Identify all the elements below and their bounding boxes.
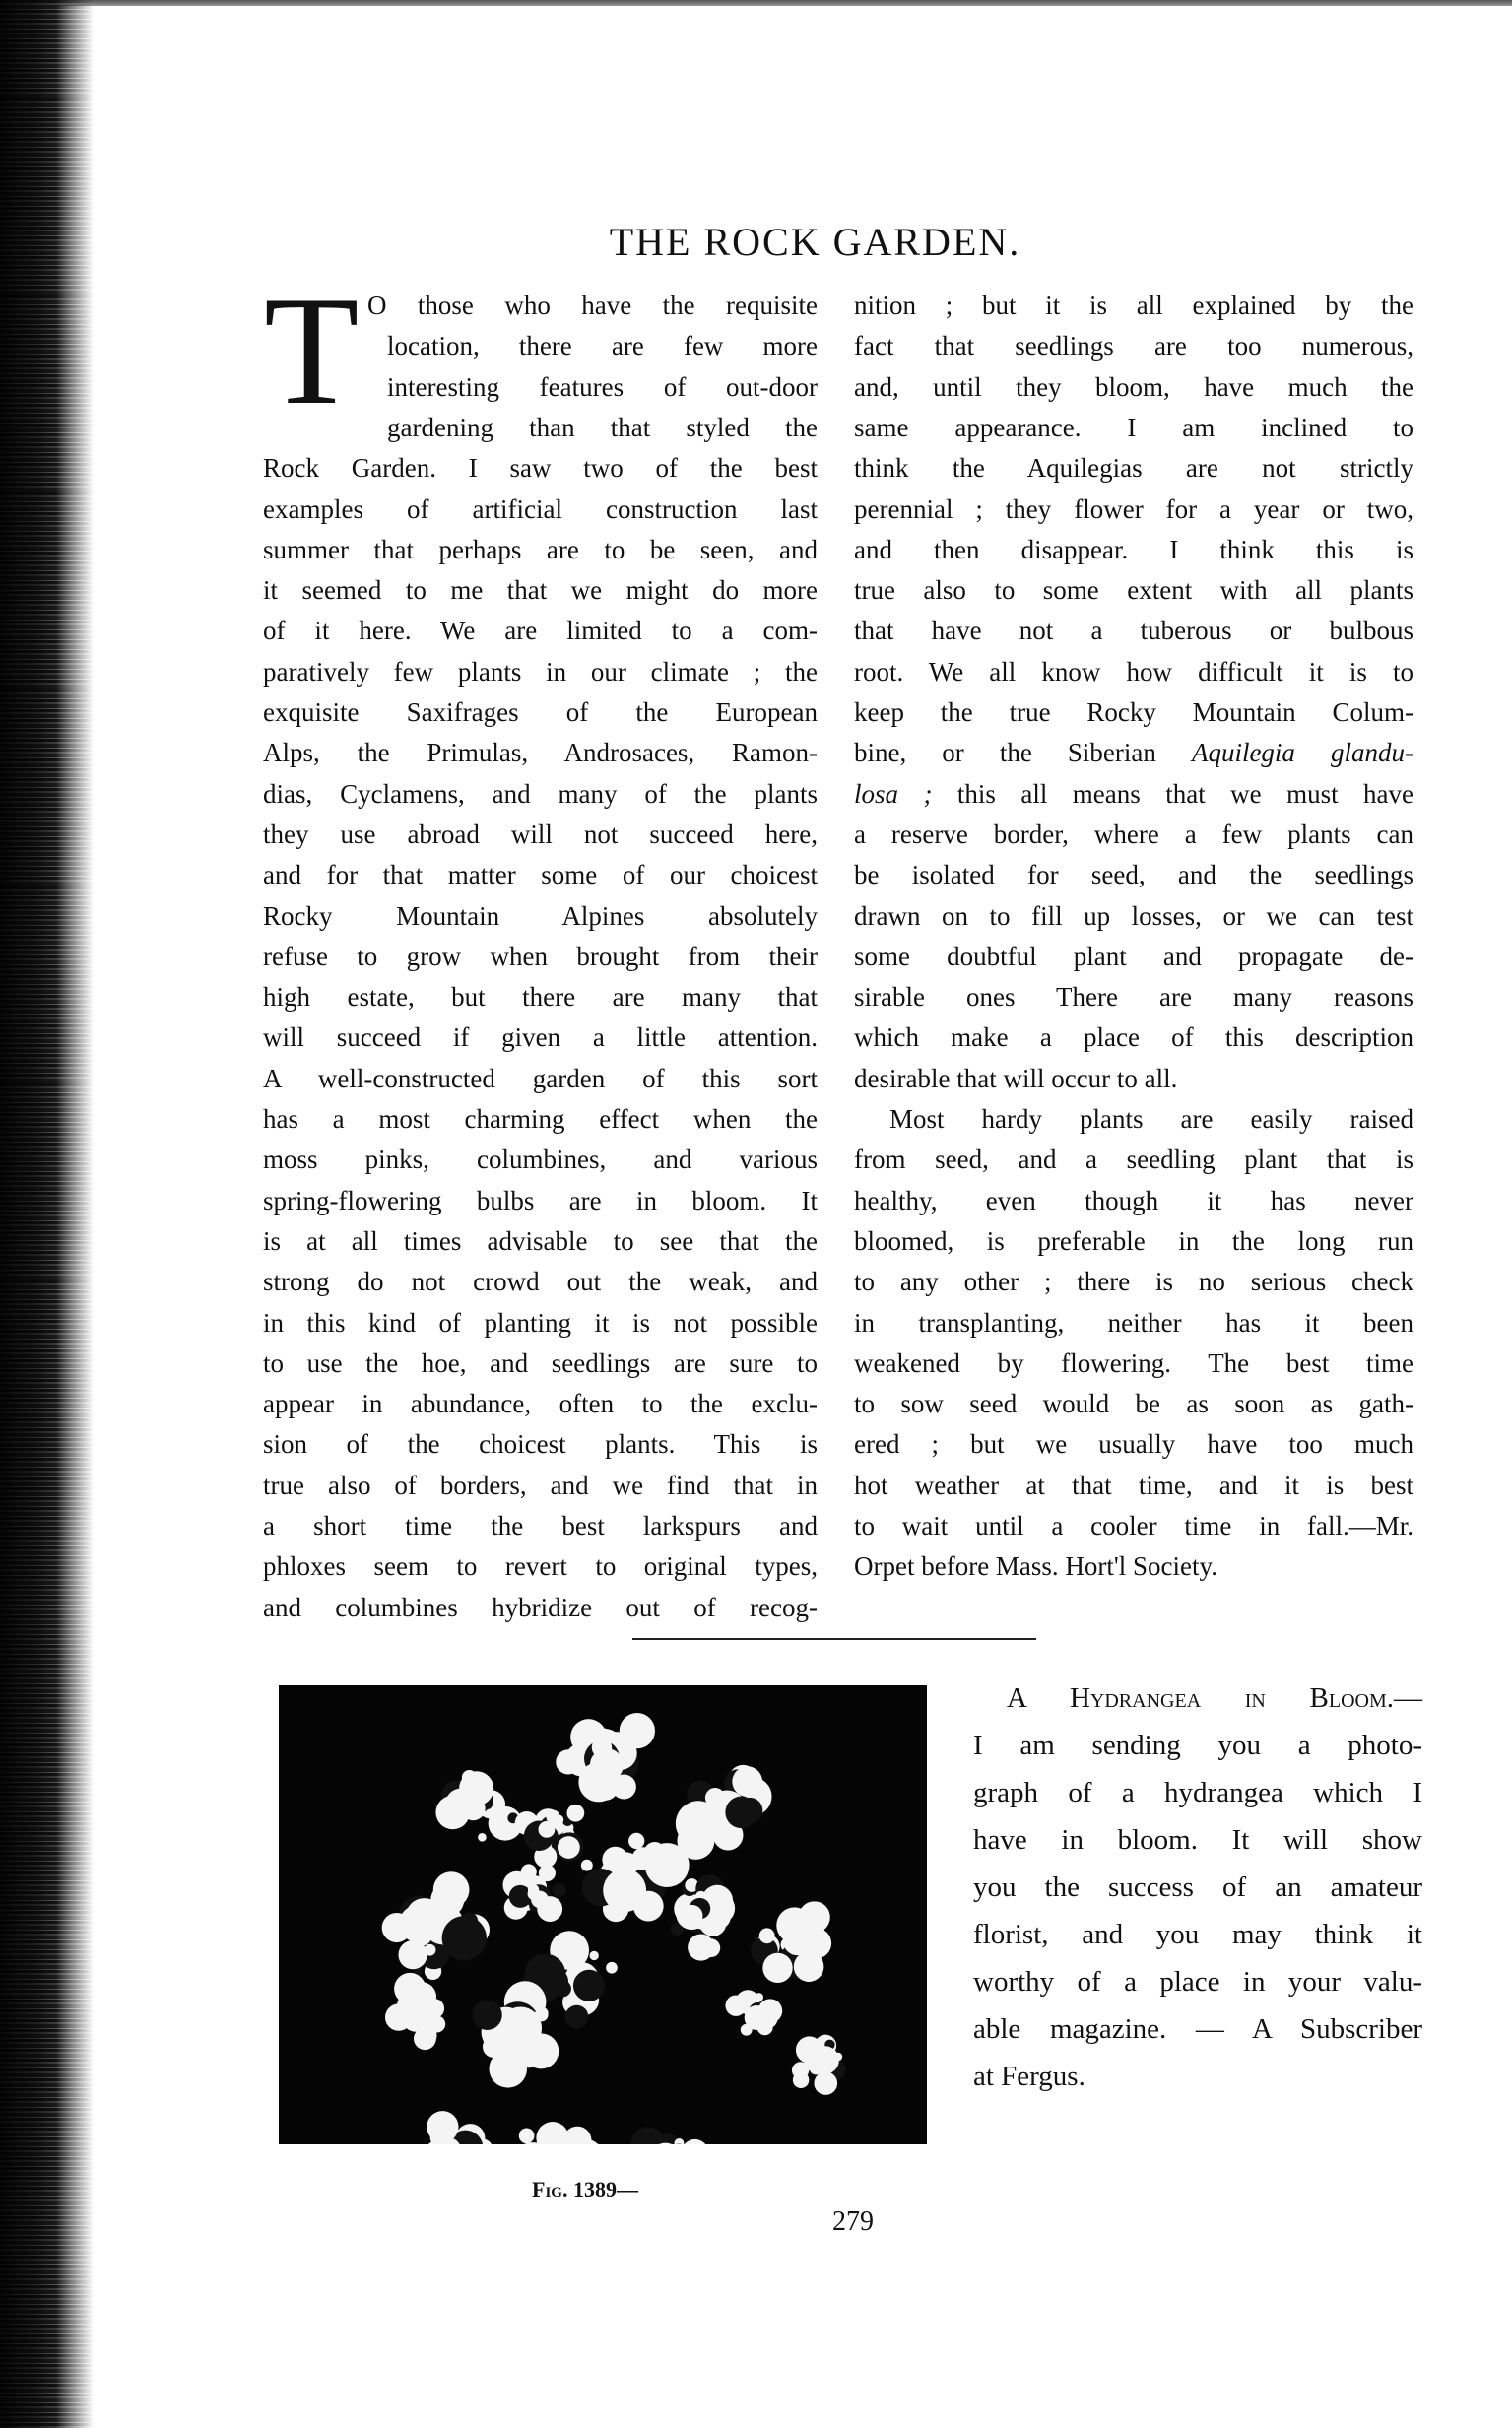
text-segment: sion of the choicest plants. This is — [263, 1429, 818, 1460]
text-segment: is at all times advisable to see that the — [263, 1225, 818, 1256]
text-segment: in this kind of planting it is not possible — [263, 1307, 818, 1338]
text-line — [854, 896, 1413, 937]
text-segment: a reserve border, where a few plants can — [854, 819, 1413, 849]
text-segment: hot weather at that time, and it is best — [854, 1470, 1413, 1500]
text-line — [263, 815, 818, 855]
hydrangea-heading — [973, 1674, 1422, 1722]
text-segment: high estate, but there are many that — [263, 982, 818, 1013]
text-segment: healthy, even though it has never — [854, 1185, 1413, 1215]
text-line — [889, 1099, 1413, 1140]
flower-head — [385, 1973, 445, 2050]
text-segment: root. We all know how difficult it is to — [854, 656, 1413, 687]
text-segment: and then disappear. I think this is — [854, 534, 1413, 564]
text-line — [263, 1384, 818, 1424]
text-segment: bine, or the Siberian — [854, 738, 1192, 768]
text-line — [854, 1221, 1413, 1262]
text-segment: Most hardy plants are easily raised — [889, 1104, 1413, 1134]
text-line — [854, 570, 1413, 611]
text-segment: true also to some extent with all plants — [854, 575, 1413, 606]
note-line: able magazine. — A Subscriber — [973, 2013, 1422, 2045]
text-segment: phloxes seem to revert to original types, — [263, 1551, 818, 1582]
text-segment: examples of artificial construction last — [263, 493, 818, 524]
text-segment: sirable ones There are many reasons — [854, 982, 1413, 1013]
flower-head — [435, 1770, 522, 1842]
note-line: I am sending you a photo- — [973, 1730, 1422, 1761]
text-line — [854, 815, 1413, 855]
text-line — [263, 937, 818, 977]
text-segment: exquisite Saxifrages of the European — [263, 697, 818, 727]
text-line — [263, 1424, 818, 1465]
text-segment: Alps, the Primulas, Androsaces, Ramon- — [263, 738, 818, 768]
italic-text: losa ; — [854, 778, 933, 809]
text-line — [854, 490, 1413, 530]
text-line — [854, 1017, 1413, 1058]
scan-binding-edge — [0, 0, 94, 2428]
note-line: at Fergus. — [973, 2061, 1085, 2092]
text-line — [263, 774, 818, 815]
text-segment: this all means that we must have — [932, 778, 1414, 809]
text-line — [854, 1424, 1413, 1465]
text-segment: bloomed, is preferable in the long run — [854, 1225, 1413, 1256]
text-segment: some doubtful plant and propagate de- — [854, 941, 1413, 971]
text-line — [263, 1140, 818, 1180]
text-line — [263, 611, 818, 651]
text-segment: it seemed to me that we might do more — [263, 575, 818, 606]
text-line — [263, 1017, 818, 1058]
text-segment: desirable that will occur to all. — [854, 1063, 1178, 1093]
text-line — [854, 1181, 1413, 1221]
text-segment: Orpet before Mass. Hort'l Society. — [854, 1551, 1218, 1582]
text-segment: gardening than that styled the — [387, 412, 818, 442]
text-segment: strong do not crowd out the weak, and — [263, 1267, 818, 1297]
text-line — [263, 1506, 818, 1546]
text-segment: A well-constructed garden of this sort — [263, 1063, 818, 1093]
text-line — [263, 977, 818, 1017]
text-segment: drawn on to fill up losses, or we can test — [854, 900, 1413, 931]
text-line — [854, 326, 1413, 366]
text-line — [263, 1588, 818, 1628]
text-line — [263, 733, 818, 773]
text-line — [854, 1059, 1413, 1099]
text-line — [854, 611, 1413, 651]
text-segment: and for that matter some of our choicest — [263, 860, 818, 890]
text-segment: Rock Garden. I saw two of the best — [263, 453, 818, 484]
text-segment: fact that seedlings are too numerous, — [854, 331, 1413, 361]
text-segment: has a most charming effect when the — [263, 1104, 818, 1134]
text-line — [367, 286, 818, 326]
note-line: have in bloom. It will show — [973, 1824, 1422, 1856]
flower-head — [509, 2122, 612, 2144]
text-line — [854, 937, 1413, 977]
drop-cap: T — [264, 265, 360, 437]
text-line — [263, 530, 818, 570]
text-segment: nition ; but it is all explained by the — [854, 291, 1413, 320]
text-segment: spring-flowering bulbs are in bloom. It — [263, 1185, 818, 1215]
text-segment: Rocky Mountain Alpines absolutely — [263, 900, 818, 931]
text-segment: appear in abundance, often to the exclu- — [263, 1389, 818, 1419]
flower-head — [515, 1805, 585, 1869]
text-line — [854, 1506, 1413, 1546]
text-line — [263, 1181, 818, 1221]
text-segment: location, there are few more — [387, 331, 818, 361]
text-line — [387, 408, 818, 448]
text-segment: refuse to grow when brought from their — [263, 941, 818, 971]
text-line — [854, 1384, 1413, 1424]
text-segment: and columbines hybridize out of recog- — [263, 1592, 818, 1622]
text-line — [263, 896, 818, 937]
text-line — [854, 1140, 1413, 1180]
text-line — [263, 570, 818, 611]
text-segment: in transplanting, neither has it been — [854, 1307, 1413, 1338]
article-title: THE ROCK GARDEN. — [609, 220, 1021, 264]
text-line — [263, 1466, 818, 1506]
text-segment: they use abroad will not succeed here, — [263, 819, 818, 849]
text-line — [854, 692, 1413, 733]
text-segment: perennial ; they flower for a year or two, — [854, 493, 1413, 524]
text-line — [854, 774, 1413, 815]
text-line — [854, 1344, 1413, 1384]
page-number: 279 — [832, 2206, 874, 2237]
note-line: graph of a hydrangea which I — [973, 1777, 1422, 1808]
flower-head — [671, 1874, 735, 1960]
text-segment: of it here. We are limited to a com- — [263, 616, 818, 646]
text-line — [854, 1262, 1413, 1302]
text-segment: weakened by flowering. The best time — [854, 1347, 1413, 1378]
text-line — [854, 652, 1413, 692]
text-segment: paratively few plants in our climate ; the — [263, 656, 818, 687]
hydrangea-photo — [279, 1685, 927, 2144]
text-line — [854, 530, 1413, 570]
text-segment: true also of borders, and we find that in — [263, 1470, 818, 1500]
text-line — [263, 448, 818, 489]
flower-head — [751, 1901, 831, 1983]
italic-text: Aquilegia glandu- — [1191, 738, 1413, 768]
text-segment: from seed, and a seedling plant that is — [854, 1145, 1413, 1175]
text-line — [263, 1546, 818, 1587]
flower-head — [424, 2111, 493, 2144]
text-line — [854, 367, 1413, 408]
text-line — [263, 1221, 818, 1262]
text-segment: that have not a tuberous or bulbous — [854, 616, 1413, 646]
text-segment: to use the hoe, and seedlings are sure to — [263, 1347, 818, 1378]
text-line — [854, 1546, 1413, 1587]
text-segment: to any other ; there is no serious check — [854, 1267, 1413, 1297]
flower-head — [792, 2035, 845, 2095]
text-segment: and, until they bloom, have much the — [854, 371, 1413, 402]
text-line — [854, 733, 1413, 773]
text-line — [263, 1303, 818, 1344]
note-line: you the success of an amateur — [973, 1871, 1422, 1903]
flower-head — [503, 1864, 566, 1922]
flower-head — [556, 1713, 655, 1802]
text-segment: think the Aquilegias are not strictly — [854, 453, 1413, 484]
text-segment: be isolated for seed, and the seedlings — [854, 860, 1413, 890]
text-segment: summer that perhaps are to be seen, and — [263, 534, 818, 564]
text-segment: same appearance. I am inclined to — [854, 412, 1413, 442]
flower-head — [581, 1833, 690, 1922]
text-line — [387, 326, 818, 366]
text-line — [854, 448, 1413, 489]
text-line — [263, 1344, 818, 1384]
text-line — [387, 367, 818, 408]
text-segment: keep the true Rocky Mountain Colum- — [854, 697, 1413, 727]
note-line: worthy of a place in your valu- — [973, 1966, 1422, 1998]
text-segment: interesting features of out-door — [387, 371, 818, 402]
text-line — [854, 1466, 1413, 1506]
text-segment: to wait until a cooler time in fall.—Mr. — [854, 1511, 1413, 1541]
text-line — [263, 490, 818, 530]
text-line — [854, 977, 1413, 1017]
text-segment: will succeed if given a little attention. — [263, 1022, 818, 1053]
text-line — [263, 1059, 818, 1099]
text-line — [263, 855, 818, 895]
text-segment: O those who have the requisite — [367, 291, 818, 320]
text-segment: a short time the best larkspurs and — [263, 1511, 818, 1541]
text-line — [263, 692, 818, 733]
flower-head — [725, 1990, 782, 2035]
text-line — [854, 286, 1413, 326]
hydrangea-heading-text: A Hydrangea in Bloom.— — [1007, 1682, 1422, 1714]
flower-head — [676, 1765, 772, 1860]
page-top-edge — [0, 0, 1512, 6]
text-segment: ered ; but we usually have too much — [854, 1429, 1413, 1460]
text-segment: which make a place of this description — [854, 1022, 1413, 1053]
section-divider — [632, 1638, 1036, 1640]
text-line — [854, 855, 1413, 895]
text-line — [854, 1303, 1413, 1344]
flower-head — [620, 2127, 708, 2144]
flower-head — [382, 1871, 490, 1980]
text-line — [854, 408, 1413, 448]
text-line — [263, 1262, 818, 1302]
text-segment: moss pinks, columbines, and various — [263, 1145, 818, 1175]
text-segment: dias, Cyclamens, and many of the plants — [263, 778, 818, 809]
text-segment: to sow seed would be as soon as gath- — [854, 1389, 1413, 1419]
figure-caption: Fig. 1389— — [532, 2177, 638, 2201]
text-line — [263, 1099, 818, 1140]
text-line — [263, 652, 818, 692]
note-line: florist, and you may think it — [973, 1919, 1422, 1950]
